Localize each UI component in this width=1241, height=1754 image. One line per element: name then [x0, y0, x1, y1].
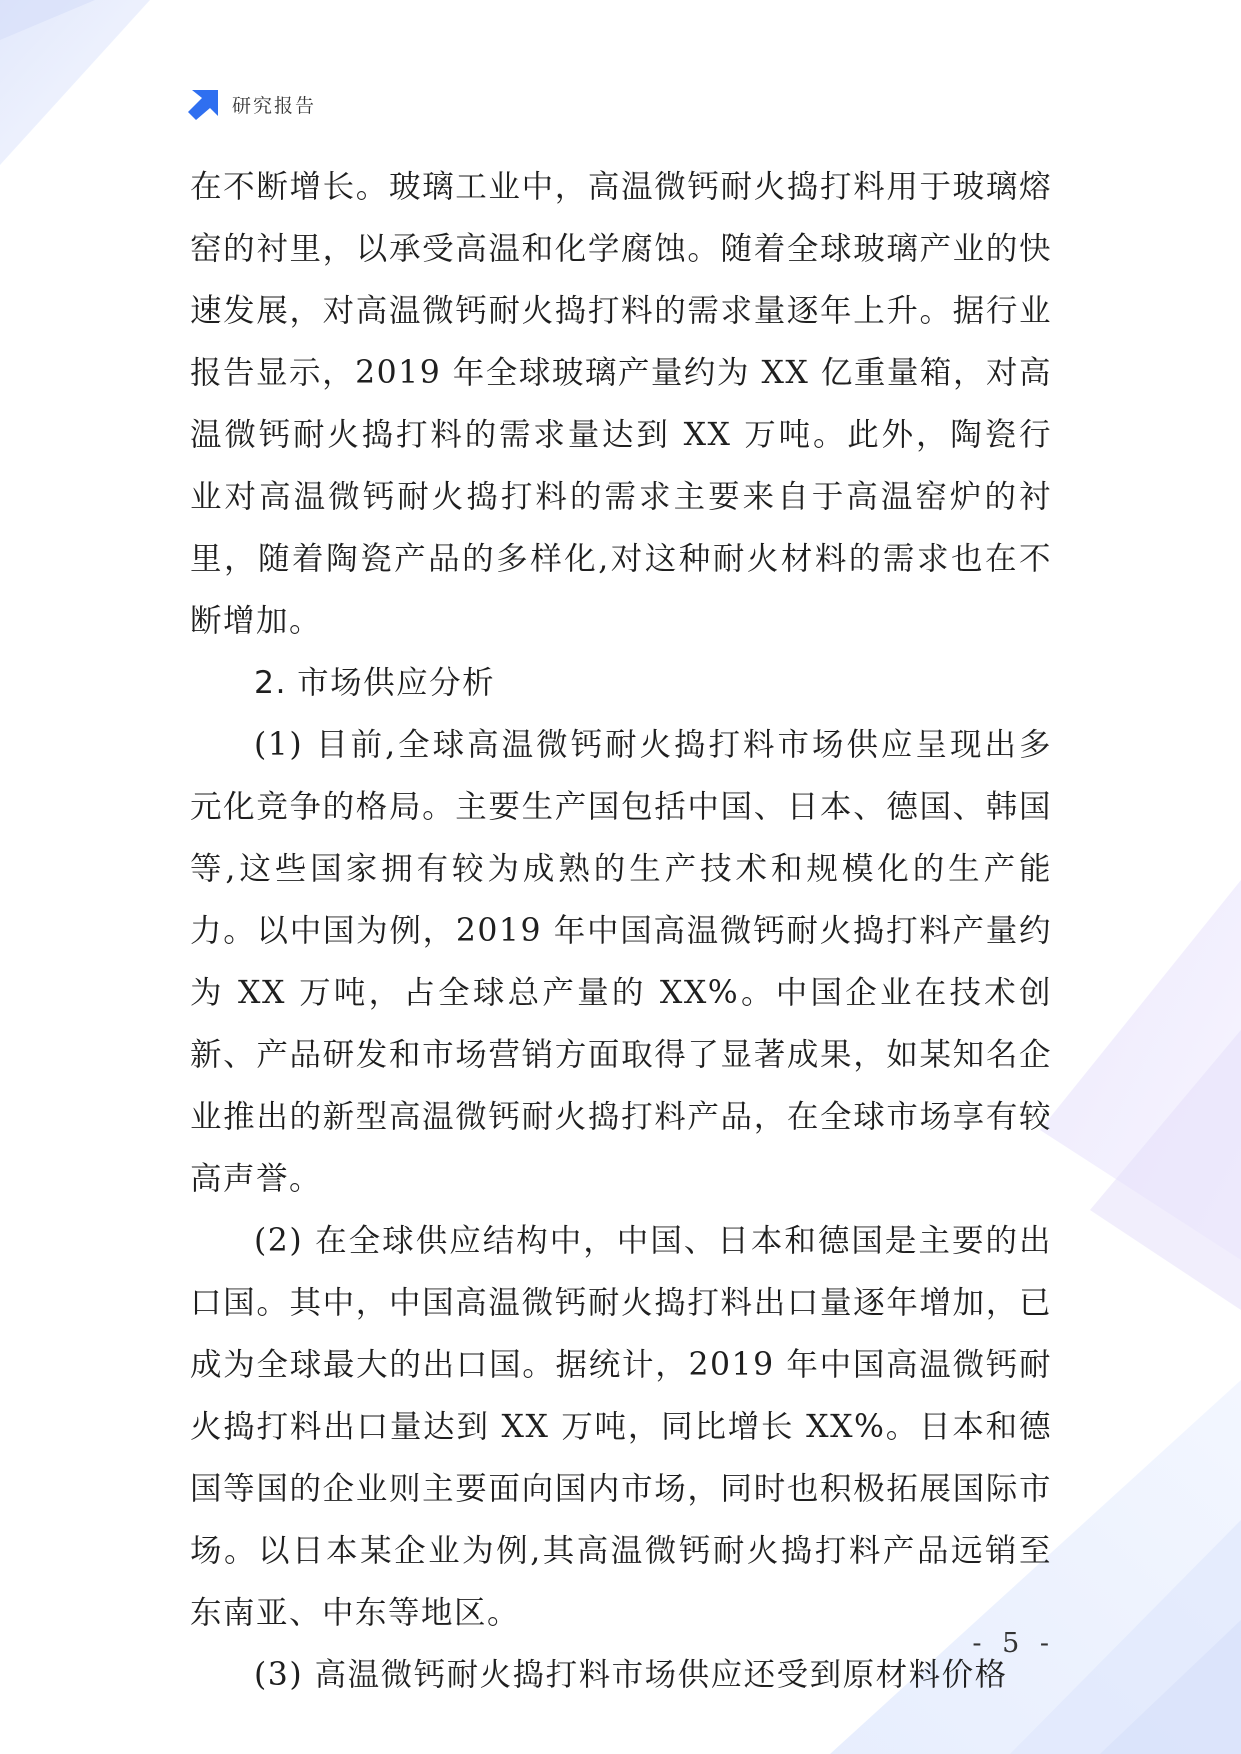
section-heading — [190, 652, 1052, 714]
section-number: 2. — [254, 665, 288, 701]
section-title: 市场供应分析 — [297, 665, 496, 701]
body-paragraph: 在不断增长。玻璃工业中，高温微钙耐火捣打料用于玻璃熔窑的衬里，以承受高温和化学腐蚀。随着全球玻璃产业的快速发展，对高温微钙耐火捣打料的需求量逐年上升。据行业报告显示，2019 年全球玻璃产量约为 XX 亿重量箱，对高温微钙耐火捣打料的需求量达到 XX 万吨。此外，陶瓷行业对高温微钙耐火捣打料的需求主要来自于高温窑炉的衬里，随着陶瓷产品的多样化,对这种耐火材料的需求也在不断增加。 — [190, 169, 1052, 639]
document-body — [190, 156, 1052, 1706]
body-paragraph: (1) 目前,全球高温微钙耐火捣打料市场供应呈现出多元化竞争的格局。主要生产国包括中国、日本、德国、韩国等,这些国家拥有较为成熟的生产技术和规模化的生产能力。以中国为例，2019 年中国高温微钙耐火捣打料产量约为 XX 万吨，占全球总产量的 XX%。中国企业在技术创新、产品研发和市场营销方面取得了显著成果，如某知名企业推出的新型高温微钙耐火捣打料产品，在全球市场享有较高声誉。 — [190, 727, 1052, 1197]
diagonal-arrow-logo-icon — [188, 88, 220, 120]
body-paragraph: (2) 在全球供应结构中，中国、日本和德国是主要的出口国。其中，中国高温微钙耐火捣打料出口量逐年增加，已成为全球最大的出口国。据统计，2019 年中国高温微钙耐火捣打料出口量达到 XX 万吨，同比增长 XX%。日本和德国等国的企业则主要面向国内市场，同时也积极拓展国际市场。以日本某企业为例,其高温微钙耐火捣打料产品远销至东南亚、中东等地区。 — [190, 1223, 1052, 1631]
header-title: 研究报告 — [232, 94, 317, 117]
document-header — [188, 88, 316, 120]
page-number: - 5 - — [972, 1628, 1055, 1659]
body-paragraph: (3) 高温微钙耐火捣打料市场供应还受到原材料价格 — [254, 1657, 1008, 1693]
